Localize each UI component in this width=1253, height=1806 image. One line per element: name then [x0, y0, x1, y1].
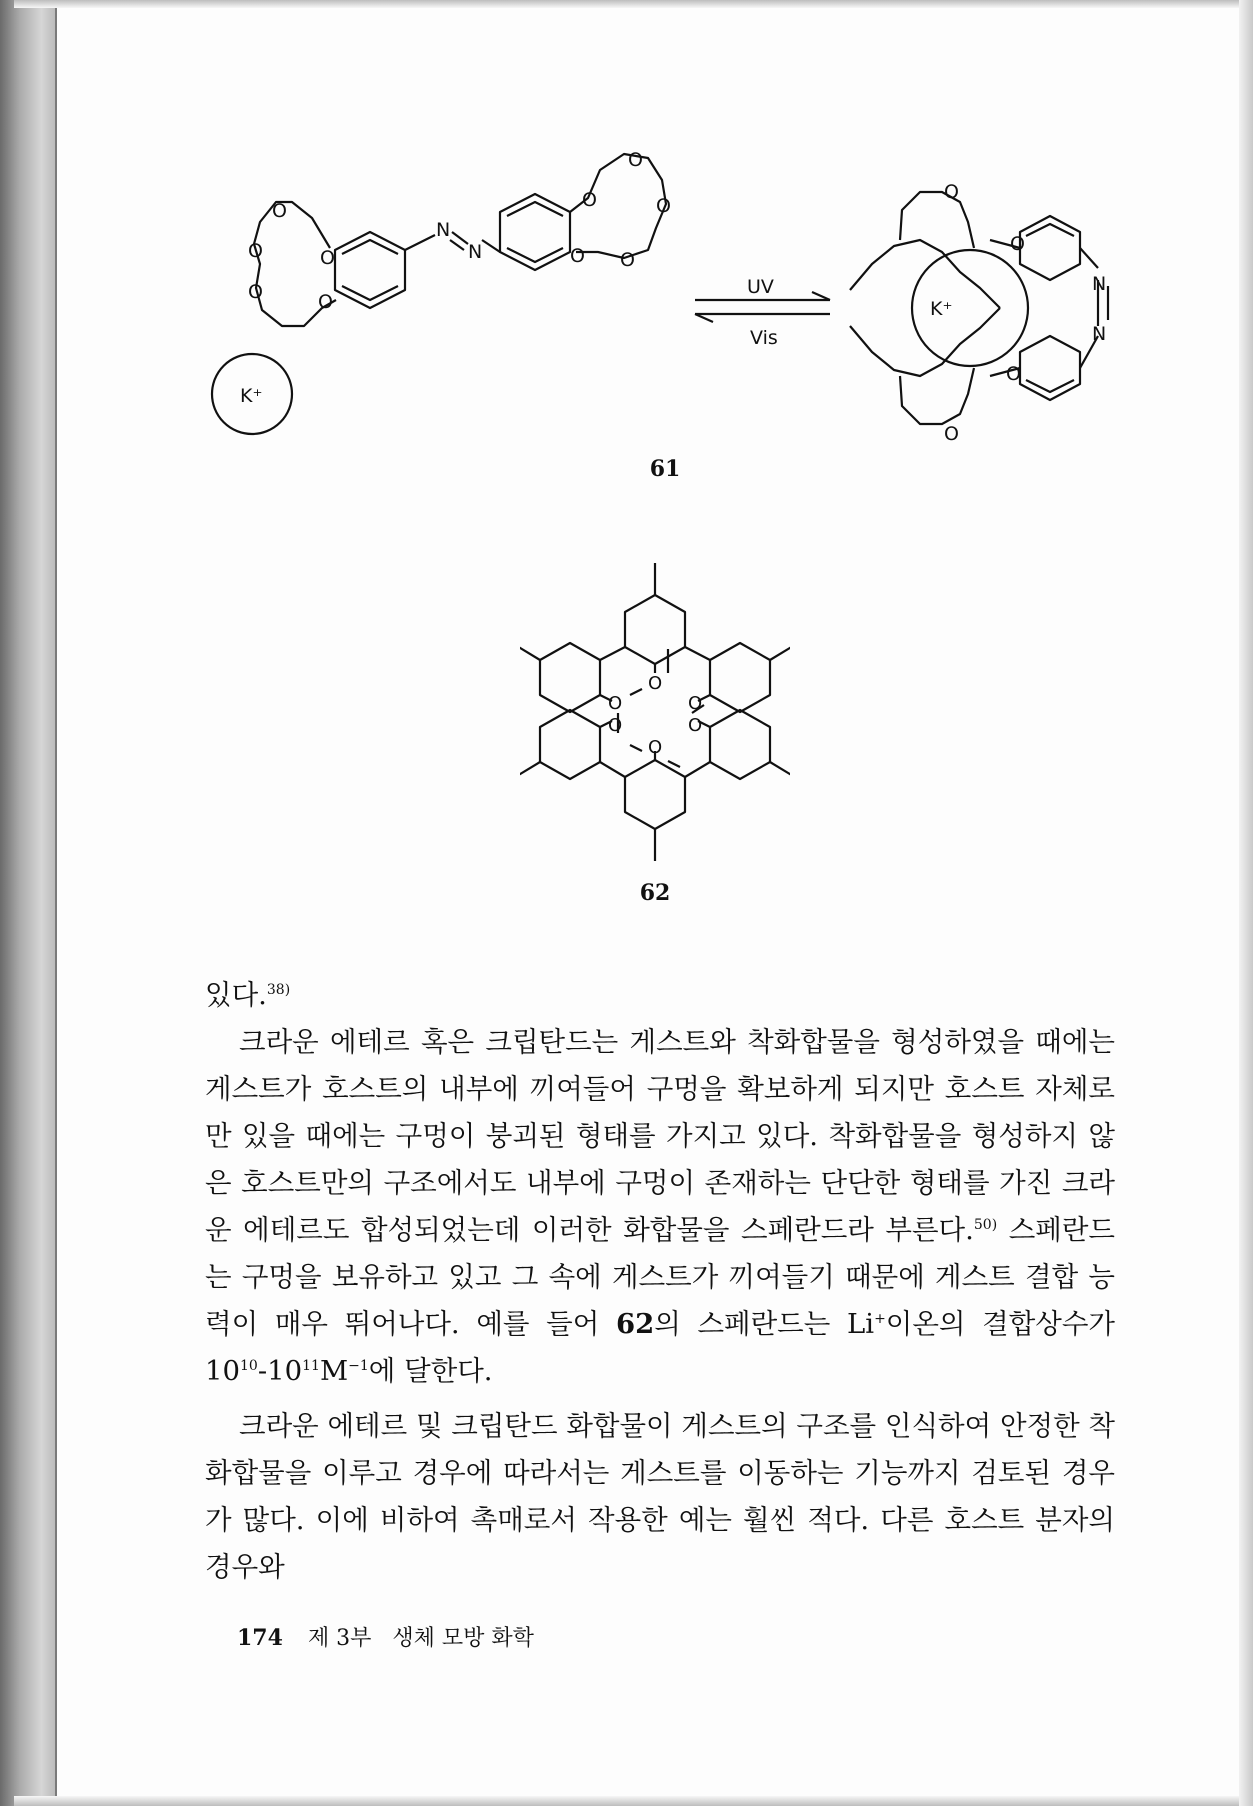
oxygen-label: O — [620, 249, 635, 271]
oxygen-label: O — [272, 200, 287, 222]
oxygen-label: O — [570, 245, 585, 267]
page-top-edge — [14, 0, 1253, 8]
nitrogen-label: N — [1092, 273, 1107, 295]
oxygen-label: O — [688, 715, 703, 736]
oxygen-label: O — [628, 149, 643, 171]
potassium-ion-label: K⁺ — [930, 298, 953, 320]
oxygen-label: O — [688, 693, 703, 714]
oxygen-label: O — [1006, 363, 1021, 385]
reference-50: 50) — [973, 1216, 998, 1233]
page-bottom-edge — [14, 1796, 1253, 1806]
page-number: 174 — [237, 1625, 283, 1651]
page-right-edge — [1239, 0, 1253, 1806]
oxygen-label: O — [1010, 233, 1025, 255]
oxygen-label: O — [944, 181, 959, 203]
nitrogen-label: N — [1092, 323, 1107, 345]
compound-ref-62: 62 — [615, 1308, 655, 1340]
oxygen-label: O — [944, 423, 959, 445]
body-text — [205, 972, 1115, 1591]
oxygen-label: O — [318, 291, 333, 313]
book-spine — [0, 0, 55, 1806]
paragraph-1: 크라운 에테르 혹은 크립탄드는 게스트와 착화합물을 형성하였을 때에는 게스트가 호스트의 내부에 끼여들어 구멍을 확보하게 되지만 호스트 자체로만 있을 때에는 구멍이 붕괴된 형태를 가지고 있다. 착화합물을 형성하지 않은 호스트만의 구조에서도 내부에 구멍이 존재하는 단단한 형태를 가진 크라운 에테르도 합성되었는데 이러한 화합물을 스페란드라 부른다.$^{50)}$ 스페란드는 구멍을 보유하고 있고 그 속에 게스트가 끼여들기 때문에 게스트 결합 능력이 매우 뛰어나다. 예를 들어 62의 스페란드는 Li+이온의 결합상수가 $10^{10}-10^{11}M^{-1}$에 달한다. — [205, 1026, 1116, 1387]
reference-38: 38) — [266, 981, 291, 998]
vis-label: Vis — [750, 327, 778, 349]
oxygen-label: O — [608, 715, 623, 736]
chapter-title: 생체 모방 화학 — [392, 1626, 534, 1651]
nitrogen-label: N — [468, 241, 483, 263]
paragraph-2: 크라운 에테르 및 크립탄드 화합물이 게스트의 구조를 인식하여 안정한 착화합물을 이루고 경우에 따라서는 게스트를 이동하는 기능까지 검토된 경우가 많다. 이에 비하여 촉매로서 작용한 예는 훨씬 적다. 다른 호스트 분자의 경우와 — [205, 1410, 1115, 1583]
oxygen-label: O — [248, 240, 263, 262]
figure-61 — [200, 140, 1140, 460]
page-footer — [237, 1621, 534, 1652]
uv-label: UV — [747, 276, 774, 298]
potassium-ion-label: K⁺ — [240, 385, 263, 407]
oxygen-label: O — [656, 195, 671, 217]
part-label: 제 3부 — [307, 1626, 372, 1651]
oxygen-label: O — [608, 693, 623, 714]
nitrogen-label: N — [436, 219, 451, 241]
oxygen-label: O — [648, 737, 663, 758]
oxygen-label: O — [320, 247, 335, 269]
compound-number-62: 62 — [639, 880, 671, 906]
oxygen-label: O — [648, 673, 663, 694]
oxygen-label: O — [248, 281, 263, 303]
figure-62 — [520, 555, 790, 865]
oxygen-label: O — [582, 189, 597, 211]
compound-number-61: 61 — [649, 456, 681, 482]
intro-line: 있다.$^{38)}$ — [205, 979, 291, 1011]
